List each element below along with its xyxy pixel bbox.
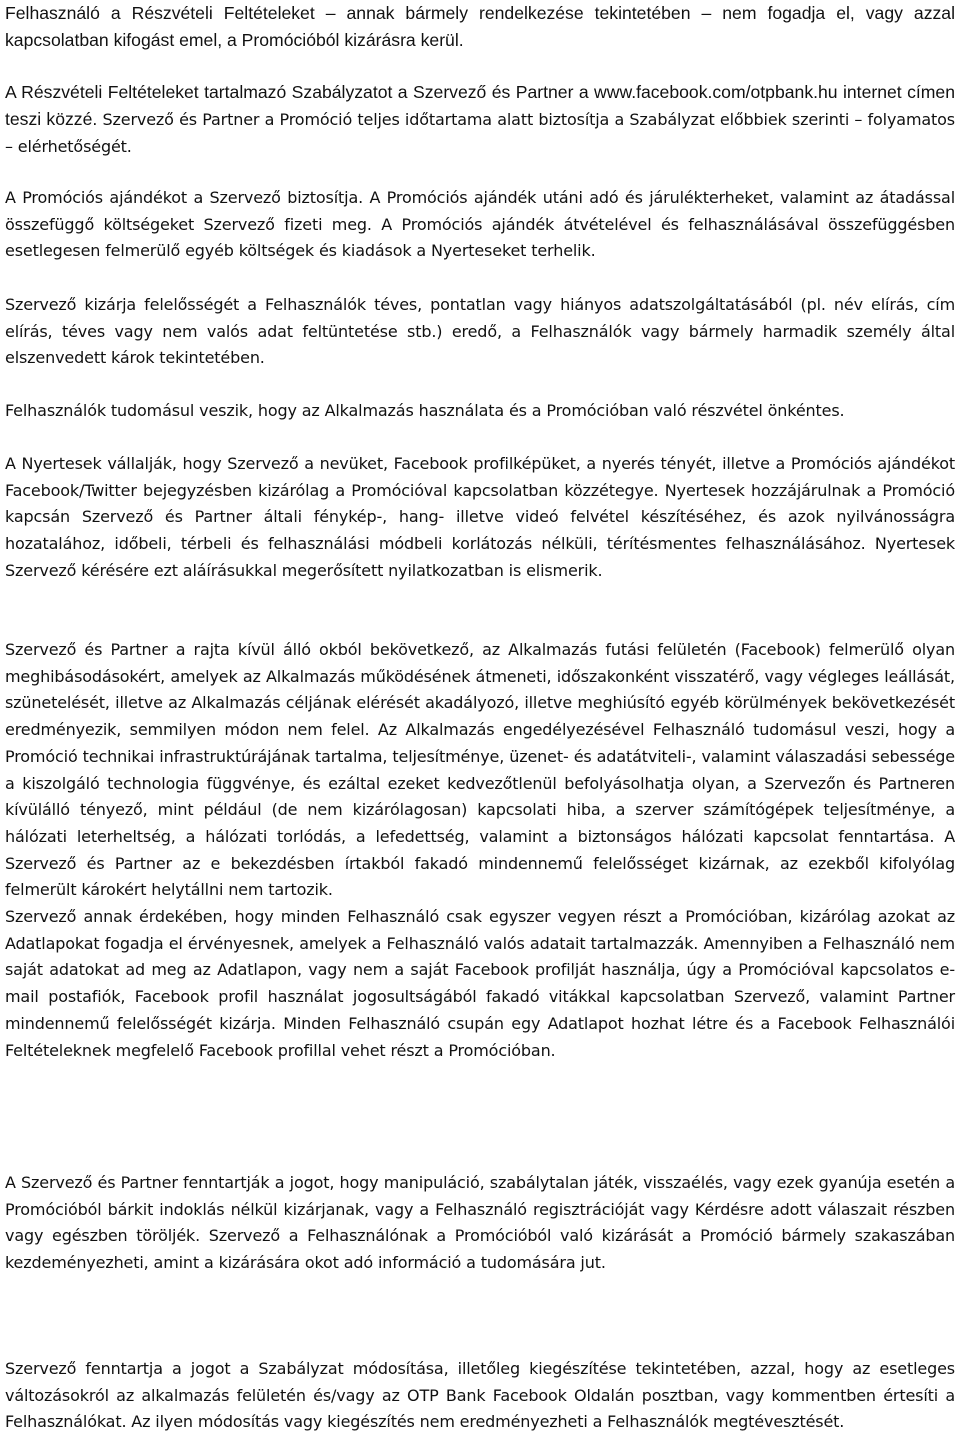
paragraph-acceptance-terms bbox=[5, 0, 955, 53]
paragraph-rules-modification bbox=[5, 1356, 955, 1436]
paragraph-rules-publication bbox=[5, 79, 955, 161]
paragraph-single-entry bbox=[5, 904, 955, 1064]
paragraph-text: A Nyertesek vállalják, hogy Szervező a nevüket, Facebook profilképüket, a nyerés tényét, illetve a Promóciós ajándékot Facebook/Twitter bejegyzésben kizárólag a Promócióval kapcsolatban közzétegye. Nyertesek hozzájárulnak a Promóció kapcsán Szervező és Partner általi fénykép-, hang- illetve videó felvétel készítéséhez, és azok nyilvánosságra hozatalához, időbeli, térbeli és felhasználási módbeli korlátozás nélküli, térítésmentes felhasználásához. Nyertesek Szervező kérésére ezt aláírásukkal megerősített nyilatkozatban is elismerik. bbox=[5, 454, 955, 580]
paragraph-text: A Promóciós ajándékot a Szervező biztosítja. A Promóciós ajándék utáni adó és járulékterheket, valamint az átadással összefüggő költségeket Szervező fizeti meg. A Promóciós ajándék átvételével és felhasználásával összefüggésben esetlegesen felmerülő egyéb költségek és kiadások a Nyerteseket terhelik. bbox=[5, 188, 955, 261]
paragraph-text: A Szervező és Partner fenntartják a jogot, hogy manipuláció, szabálytalan játék, visszaélés, vagy ezek gyanúja esetén a Promócióból bárkit indoklás nélkül kizárjanak, vagy a Felhasználó regisztrációját vagy Kérdésre adott válaszait részben vagy egészben töröljék. Szervező a Felhasználónak a Promócióból való kizárását a Promóció bármely szakaszában kezdeményezheti, amint a kizárására okot adó információ a tudomására jut. bbox=[5, 1173, 955, 1273]
paragraph-text: Szervező és Partner a Promóció teljes időtartama alatt biztosítja a Szabályzat előbbiek szerinti – folyamatos – elérhetőségét. bbox=[5, 109, 955, 157]
paragraph-text: Szervező annak érdekében, hogy minden Felhasználó csak egyszer vegyen részt a Promócióban, kizárólag azokat az Adatlapokat fogadja el érvényesnek, amelyek a Felhasználó valós adatait tartalmazzák. Amennyiben a Felhasználó nem saját adatokat ad meg az Adatlapon, vagy nem a saját Facebook profilját használja, úgy a Promócióval kapcsolatos e-mail postafiók, Facebook profil használat jogosultságából fakadó vitákkal kapcsolatban Szervező, valamint Partner mindennemű felelősségét kizárja. Minden Felhasználó csupán egy Adatlapot hozhat létre és a Facebook Felhasználói Feltételeknek megfelelő Facebook profillal vehet részt a Promócióban. bbox=[5, 907, 955, 1060]
paragraph-text: Szervező és Partner a rajta kívül álló okból bekövetkező, az Alkalmazás futási felületén (Facebook) felmerülő olyan meghibásodásokért, amelyek az Alkalmazás működésének átmeneti, időszakonként visszatérő, vagy végleges leállását, szünetelését, illetve az Alkalmazás céljának elérését akadályozó, illetve meghiúsító egyéb körülmények bekövetkezését eredményezik, semmilyen módon nem felel. Az Alkalmazás engedélyezésével Felhasználó tudomásul veszi, hogy a Promóció technikai infrastruktúrájának tartalma, teljesítménye, üzenet- és adatátviteli-, valamint válaszadási sebessége a kiszolgáló technologia függvénye, és ezáltal ezeket kedvezőtlenül befolyásolhatja olyan, a Szervezőn és Partneren kívülálló tényező, mint például (de nem kizárólagosan) kapcsolati hiba, a szerver számítógépek teljesítménye, a hálózati leterheltség, a hálózati torlódás, a lefedettség, valamint a biztonságos hálózati kapcsolat fenntartása. A Szervező és Partner az e bekezdésben írtakból fakadó mindennemű felelősséget kizárnak, az ezekből kifolyólag felmerült károkért helytállni nem tartozik. bbox=[5, 640, 955, 900]
paragraph-text: A Részvételi Feltételeket tartalmazó Szabályzatot a Szervező és Partner a www.facebook.com/otpbank.hu internet címen teszi közzé. bbox=[5, 82, 955, 129]
paragraph-text: Felhasználó a Részvételi Feltételeket – annak bármely rendelkezése tekintetében – nem fogadja el, vagy azzal kapcsolatban kifogást emel, a Promócióból kizárásra kerül. bbox=[5, 3, 955, 50]
paragraph-text: Szervező fenntartja a jogot a Szabályzat módosítása, illetőleg kiegészítése tekintetében, azzal, hogy az esetleges változásokról az alkalmazás felületén és/vagy az OTP Bank Facebook Oldalán posztban, vagy kommentben értesíti a Felhasználókat. Az ilyen módosítás vagy kiegészítés nem eredményezheti a Felhasználók megtévesztését. bbox=[5, 1359, 955, 1432]
paragraph-text: Szervező kizárja felelősségét a Felhasználók téves, pontatlan vagy hiányos adatszolgáltatásából (pl. név elírás, cím elírás, téves vagy nem valós adat feltüntetése stb.) eredő, a Felhasználók vagy bármely harmadik személy által elszenvedett károk tekintetében. bbox=[5, 295, 955, 368]
paragraph-data-liability bbox=[5, 292, 955, 372]
paragraph-voluntary-participation bbox=[5, 398, 955, 425]
paragraph-disqualification bbox=[5, 1170, 955, 1277]
paragraph-technical-liability bbox=[5, 637, 955, 904]
paragraph-text: Felhasználók tudomásul veszik, hogy az Alkalmazás használata és a Promócióban való részvétel önkéntes. bbox=[5, 401, 845, 420]
paragraph-winners-publicity bbox=[5, 451, 955, 585]
paragraph-prize-taxes bbox=[5, 185, 955, 265]
